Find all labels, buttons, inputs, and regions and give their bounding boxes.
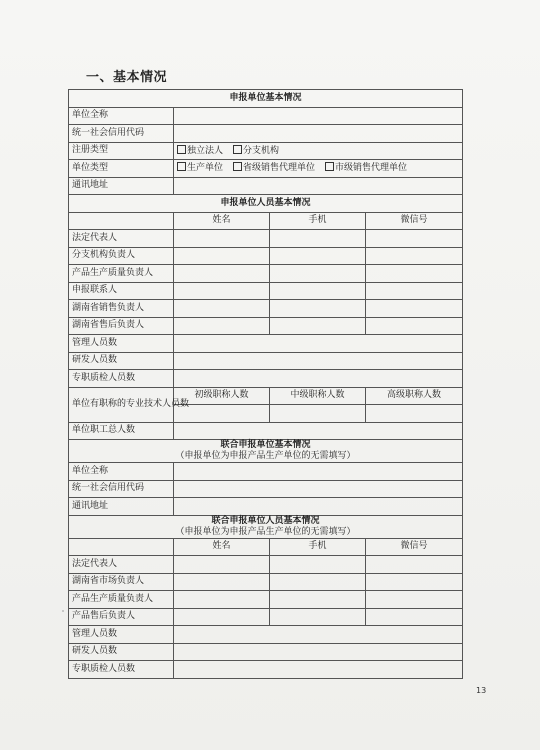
field-label: 单位类型 (69, 160, 174, 178)
field-input[interactable] (174, 107, 463, 125)
field-label: 通讯地址 (69, 177, 174, 195)
field-input[interactable] (366, 300, 463, 318)
column-header: 手机 (270, 212, 366, 230)
field-input[interactable] (174, 300, 270, 318)
column-header: 高级职称人数 (366, 387, 463, 405)
field-label: 湖南省销售负责人 (69, 300, 174, 318)
field-input[interactable] (270, 282, 366, 300)
field-label: 研发人员数 (69, 643, 174, 661)
field-input[interactable] (174, 422, 463, 440)
field-input[interactable] (366, 230, 463, 248)
field-label: 统一社会信用代码 (69, 125, 174, 143)
section-note: （申报单位为申报产品生产单位的无需填写） (175, 451, 356, 461)
s4-count-row (69, 643, 463, 661)
column-header: 微信号 (366, 212, 463, 230)
blank-cell (69, 212, 174, 230)
s2-person-row (69, 247, 463, 265)
row-unit-type (69, 160, 463, 178)
section-title: 一、基本情况 (86, 70, 168, 85)
s2-person-row (69, 282, 463, 300)
field-label: 法定代表人 (69, 556, 174, 574)
s4-header (69, 515, 463, 538)
row-credit-code (69, 125, 463, 143)
s4-person-row (69, 573, 463, 591)
field-input[interactable] (174, 626, 463, 644)
field-label: 产品生产质量负责人 (69, 591, 174, 609)
field-input[interactable] (270, 608, 366, 626)
field-input[interactable] (174, 591, 270, 609)
field-input[interactable] (174, 370, 463, 388)
row-rd (69, 352, 463, 370)
field-input[interactable] (270, 300, 366, 318)
field-input[interactable] (270, 573, 366, 591)
field-label: 产品生产质量负责人 (69, 265, 174, 283)
checkbox-icon[interactable] (177, 162, 186, 171)
reg-type-options (174, 142, 463, 160)
checkbox-option[interactable] (177, 145, 223, 157)
field-input[interactable] (366, 608, 463, 626)
checkbox-option[interactable] (325, 162, 407, 174)
section-note: （申报单位为申报产品生产单位的无需填写） (175, 526, 356, 537)
field-input[interactable] (174, 282, 270, 300)
row-unit-name (69, 107, 463, 125)
field-label: 单位职工总人数 (69, 422, 174, 440)
checkbox-label: 独立法人 (187, 145, 224, 156)
row-reg-type (69, 142, 463, 160)
field-input[interactable] (366, 282, 463, 300)
field-input[interactable] (174, 335, 463, 353)
unit-type-options (174, 160, 463, 178)
checkbox-icon[interactable] (325, 162, 334, 171)
s4-person-row (69, 556, 463, 574)
checkbox-icon[interactable] (233, 145, 242, 154)
field-input[interactable] (174, 247, 270, 265)
field-input[interactable] (174, 230, 270, 248)
field-input[interactable] (174, 125, 463, 143)
row-total-staff (69, 422, 463, 440)
field-input[interactable] (270, 247, 366, 265)
column-header: 手机 (270, 538, 366, 556)
field-input[interactable] (174, 265, 270, 283)
field-input[interactable] (174, 498, 463, 516)
s3-row (69, 498, 463, 516)
field-input[interactable] (174, 643, 463, 661)
s3-header-cell (69, 440, 463, 463)
scan-speck (62, 610, 64, 612)
field-input[interactable] (366, 591, 463, 609)
field-input[interactable] (366, 247, 463, 265)
field-input[interactable] (174, 463, 463, 481)
s2-person-row (69, 300, 463, 318)
checkbox-icon[interactable] (233, 162, 242, 171)
basic-info-form (68, 89, 463, 679)
checkbox-option[interactable] (177, 162, 223, 174)
checkbox-icon[interactable] (177, 145, 186, 154)
field-label: 法定代表人 (69, 230, 174, 248)
field-label: 湖南省售后负责人 (69, 317, 174, 335)
field-input[interactable] (174, 608, 270, 626)
column-header: 初级职称人数 (174, 387, 270, 405)
field-input[interactable] (174, 480, 463, 498)
field-input[interactable] (270, 265, 366, 283)
field-input[interactable] (366, 573, 463, 591)
field-label: 专职质检人员数 (69, 661, 174, 679)
field-label: 单位有职称的专业技术人员数 (69, 387, 174, 422)
section-heading: 联合申报单位人员基本情况 (211, 515, 320, 526)
field-label: 湖南省市场负责人 (69, 573, 174, 591)
row-qc (69, 370, 463, 388)
field-input[interactable] (366, 265, 463, 283)
s2-person-row (69, 265, 463, 283)
field-input[interactable] (366, 317, 463, 335)
checkbox-label: 市级销售代理单位 (335, 163, 408, 174)
field-input[interactable] (270, 230, 366, 248)
column-header: 姓名 (174, 538, 270, 556)
s4-col-headers (69, 538, 463, 556)
field-label: 申报联系人 (69, 282, 174, 300)
checkbox-option[interactable] (233, 162, 315, 174)
checkbox-option[interactable] (233, 145, 279, 157)
row-address (69, 177, 463, 195)
field-label: 管理人员数 (69, 626, 174, 644)
section-heading: 联合申报单位基本情况 (220, 440, 311, 450)
s4-person-row (69, 608, 463, 626)
field-label: 分支机构负责人 (69, 247, 174, 265)
field-label: 通讯地址 (69, 498, 174, 516)
field-input[interactable] (366, 405, 463, 423)
s3-row (69, 463, 463, 481)
field-label: 注册类型 (69, 142, 174, 160)
section-heading: 申报单位基本情况 (69, 90, 463, 108)
s2-person-row (69, 230, 463, 248)
field-label: 专职质检人员数 (69, 370, 174, 388)
field-input[interactable] (270, 405, 366, 423)
field-label: 统一社会信用代码 (69, 480, 174, 498)
field-input[interactable] (174, 573, 270, 591)
field-input[interactable] (174, 661, 463, 679)
field-input[interactable] (270, 591, 366, 609)
blank-cell (69, 538, 174, 556)
s1-header (69, 90, 463, 108)
field-input[interactable] (174, 556, 270, 574)
field-label: 单位全称 (69, 107, 174, 125)
column-header: 微信号 (366, 538, 463, 556)
field-input[interactable] (366, 556, 463, 574)
field-label: 单位全称 (69, 463, 174, 481)
checkbox-label: 省级销售代理单位 (243, 163, 316, 174)
s4-header-cell (69, 515, 463, 538)
field-input[interactable] (270, 317, 366, 335)
field-input[interactable] (174, 317, 270, 335)
checkbox-label: 生产单位 (187, 163, 224, 174)
field-label: 研发人员数 (69, 352, 174, 370)
row-mgmt (69, 335, 463, 353)
field-input[interactable] (174, 177, 463, 195)
column-header: 中级职称人数 (270, 387, 366, 405)
s3-row (69, 480, 463, 498)
s2-col-headers (69, 212, 463, 230)
s4-count-row (69, 626, 463, 644)
field-input[interactable] (270, 556, 366, 574)
s4-count-row (69, 661, 463, 679)
s2-header (69, 195, 463, 213)
page-number: 13 (476, 686, 487, 695)
field-input[interactable] (174, 352, 463, 370)
s3-header (69, 440, 463, 463)
checkbox-label: 分支机构 (243, 145, 280, 156)
s4-person-row (69, 591, 463, 609)
field-label: 管理人员数 (69, 335, 174, 353)
section-heading: 申报单位人员基本情况 (69, 195, 463, 213)
field-label: 产品售后负责人 (69, 608, 174, 626)
s2-person-row (69, 317, 463, 335)
column-header: 姓名 (174, 212, 270, 230)
row-titled-staff (69, 387, 463, 405)
